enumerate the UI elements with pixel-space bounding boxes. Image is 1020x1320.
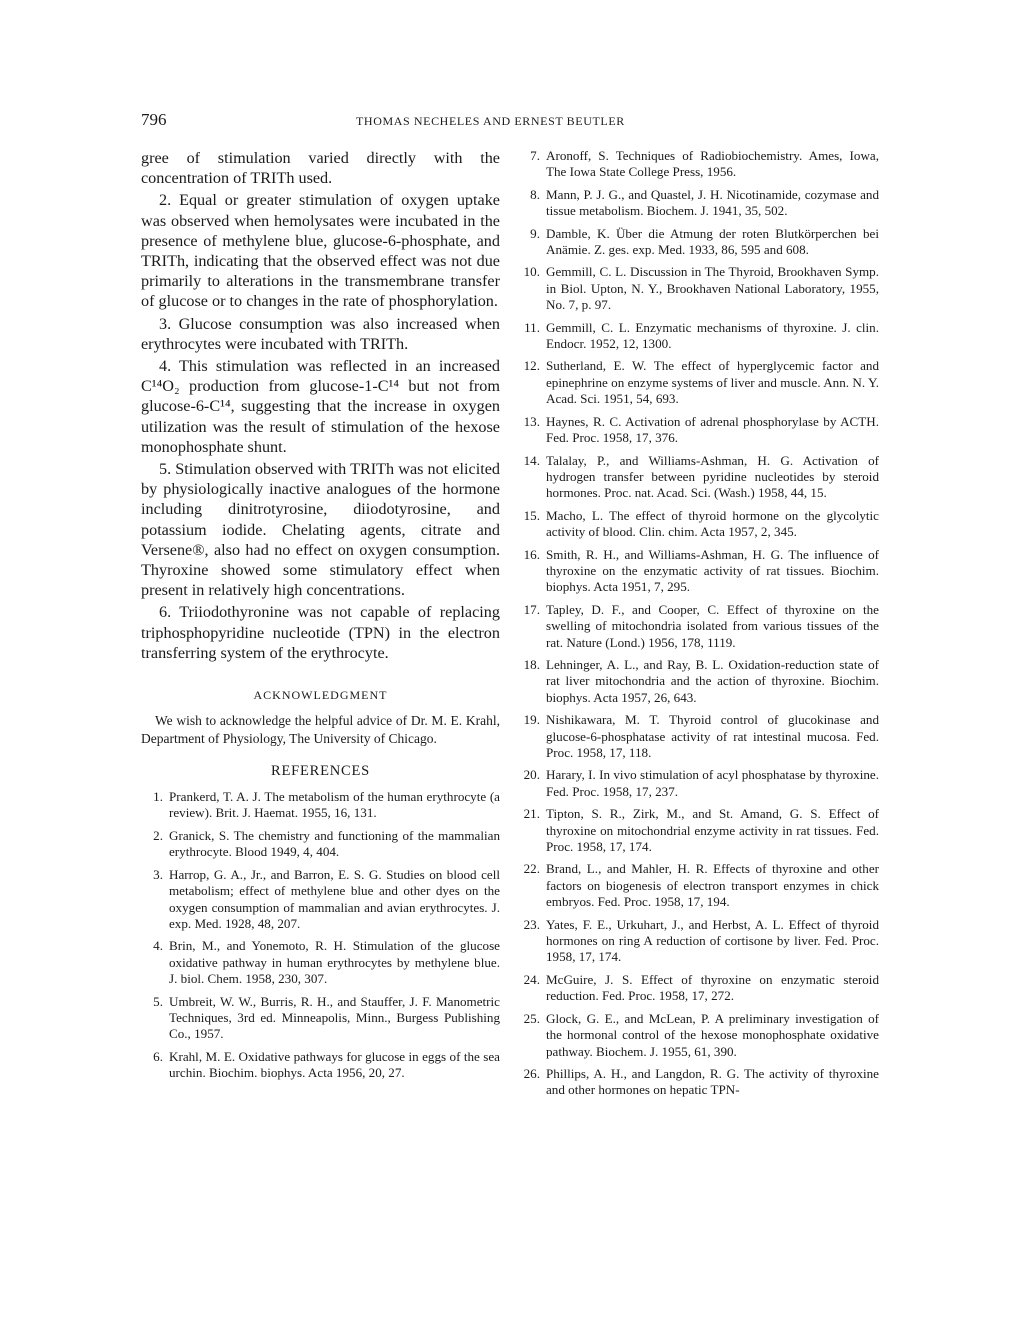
reference-text: Granick, S. The chemistry and functioning of the mammalian erythrocyte. Blood 1949, 4, 404. bbox=[169, 827, 500, 860]
reference-text: Umbreit, W. W., Burris, R. H., and Stauffer, J. F. Manometric Techniques, 3rd ed. Minneapolis, Minn., Burgess Publishing Co., 1957. bbox=[169, 993, 500, 1042]
reference-number: 8. bbox=[530, 186, 540, 202]
reference-item bbox=[141, 1049, 500, 1082]
reference-number: 6. bbox=[153, 1048, 163, 1064]
reference-item bbox=[520, 861, 879, 910]
reference-item bbox=[520, 602, 879, 651]
reference-item bbox=[520, 226, 879, 259]
reference-number: 14. bbox=[523, 452, 540, 468]
references-heading: REFERENCES bbox=[270, 763, 371, 780]
reference-item bbox=[520, 917, 879, 966]
page-number: 796 bbox=[141, 110, 167, 129]
reference-text: Harrop, G. A., Jr., and Barron, E. S. G. Studies on blood cell metabolism; effect of methylene blue and other dyes on the oxygen consumption of mammalian and avian erythrocytes. J. exp. Med. 1928, 48, 207. bbox=[169, 866, 500, 931]
reference-item bbox=[520, 453, 879, 502]
reference-list-right bbox=[520, 148, 879, 1099]
reference-number: 9. bbox=[530, 225, 540, 241]
reference-text: Haynes, R. C. Activation of adrenal phosphorylase by ACTH. Fed. Proc. 1958, 17, 376. bbox=[546, 413, 879, 446]
reference-text: Mann, P. J. G., and Quastel, J. H. Nicotinamide, cozymase and tissue metabolism. Biochem. J. 1941, 35, 502. bbox=[546, 186, 879, 219]
reference-number: 15. bbox=[523, 507, 540, 523]
reference-text: Macho, L. The effect of thyroid hormone on the glycolytic activity of blood. Clin. chim. Acta 1957, 2, 345. bbox=[546, 507, 879, 540]
body-paragraph: 6. Triiodothyronine was not capable of replacing triphosphopyridine nucleotide (TPN) in the electron transferring system of the erythrocyte. bbox=[141, 603, 500, 662]
reference-text: Gemmill, C. L. Discussion in The Thyroid, Brookhaven Symp. in Biol. Upton, N. Y., Brookhaven National Laboratory, 1955, No. 7, p. 97. bbox=[546, 264, 879, 313]
reference-number: 18. bbox=[523, 656, 540, 672]
reference-item bbox=[141, 867, 500, 933]
reference-text: Yates, F. E., Urkuhart, J., and Herbst, A. L. Effect of thyroid hormones on ring A reduction of cortisone by liver. Fed. Proc. 1958, 17, 174. bbox=[546, 916, 879, 965]
reference-item bbox=[520, 972, 879, 1005]
reference-text: Lehninger, A. L., and Ray, B. L. Oxidation-reduction state of rat liver mitochondria and the action of thyroxine. Biochim. biophys. Acta 1957, 26, 643. bbox=[546, 656, 879, 705]
reference-number: 25. bbox=[523, 1010, 540, 1026]
reference-item bbox=[520, 806, 879, 855]
reference-number: 11. bbox=[524, 319, 540, 335]
reference-item bbox=[520, 414, 879, 447]
reference-number: 10. bbox=[523, 264, 540, 280]
reference-number: 2. bbox=[153, 827, 163, 843]
reference-text: Tipton, S. R., Zirk, M., and St. Amand, G. S. Effect of thyroxine on mitochondrial enzyme activity in rat tissues. Fed. Proc. 1958, 17, 174. bbox=[546, 806, 879, 855]
left-column bbox=[141, 148, 500, 1088]
reference-text: Harary, I. In vivo stimulation of acyl phosphatase by thyroxine. Fed. Proc. 1958, 17, 237. bbox=[546, 767, 879, 799]
reference-text: Gemmill, C. L. Enzymatic mechanisms of thyroxine. J. clin. Endocr. 1952, 12, 1300. bbox=[546, 319, 879, 352]
reference-text: McGuire, J. S. Effect of thyroxine on enzymatic steroid reduction. Fed. Proc. 1958, 17, 272. bbox=[546, 971, 879, 1004]
reference-number: 22. bbox=[523, 861, 540, 877]
body-paragraph: 5. Stimulation observed with TRITh was not elicited by physiologically inactive analogues of the hormone including dinitrotyrosine, diiodotyrosine, and potassium iodide. Chelating agents, citrate and Versene®, also had no effect on oxygen consumption. Thyroxine showed some stimulatory effect when present in relatively high concentrations. bbox=[141, 460, 500, 600]
reference-list-left bbox=[141, 789, 500, 1082]
reference-item bbox=[520, 320, 879, 353]
body-paragraph: 4. This stimulation was reflected in an increased C¹⁴O₂ production from glucose-1-C¹⁴ but not from glucose-6-C¹⁴, suggesting that the increase in oxygen utilization was the result of stimulation of the hexose monophosphate shunt. bbox=[141, 357, 500, 456]
reference-item bbox=[141, 994, 500, 1043]
reference-number: 20. bbox=[523, 767, 540, 783]
reference-item bbox=[141, 789, 500, 822]
acknowledgment-heading: ACKNOWLEDGMENT bbox=[253, 688, 388, 703]
reference-item bbox=[520, 712, 879, 761]
body-paragraph: 2. Equal or greater stimulation of oxygen uptake was observed when hemolysates were incubated in the presence of methylene blue, glucose-6-phosphate, and TRITh, indicating that the observed effect was not due primarily to alterations in the transmembrane transfer of glucose or to changes in the rate of phosphorylation. bbox=[141, 191, 500, 311]
reference-text: Glock, G. E., and McLean, P. A preliminary investigation of the hormonal control of the hexose monophosphate oxidative pathway. Biochem. J. 1955, 61, 390. bbox=[546, 1010, 879, 1059]
reference-item bbox=[520, 264, 879, 313]
reference-number: 13. bbox=[523, 413, 540, 429]
reference-text: Talalay, P., and Williams-Ashman, H. G. Activation of hydrogen transfer between pyridine nucleotides by steroid hormones. Proc. nat. Acad. Sci. (Wash.) 1958, 44, 15. bbox=[546, 452, 879, 501]
reference-number: 26. bbox=[523, 1065, 540, 1081]
reference-number: 19. bbox=[523, 712, 540, 728]
reference-number: 5. bbox=[153, 993, 163, 1009]
reference-item bbox=[520, 508, 879, 541]
reference-number: 24. bbox=[523, 971, 540, 987]
reference-number: 12. bbox=[523, 358, 540, 374]
reference-number: 4. bbox=[153, 938, 163, 954]
reference-item bbox=[520, 657, 879, 706]
reference-text: Smith, R. H., and Williams-Ashman, H. G. The influence of thyroxine on the enzymatic activity of rat tissues. Biochim. biophys. Acta 1951, 7, 295. bbox=[546, 546, 879, 595]
reference-item bbox=[520, 1011, 879, 1060]
reference-number: 21. bbox=[523, 806, 540, 822]
reference-item bbox=[520, 148, 879, 181]
reference-text: Brin, M., and Yonemoto, R. H. Stimulation of the glucose oxidative pathway in human erythrocytes by methylene blue. J. biol. Chem. 1958, 230, 307. bbox=[169, 938, 500, 987]
reference-item bbox=[141, 938, 500, 987]
running-head: THOMAS NECHELES AND ERNEST BEUTLER bbox=[356, 114, 625, 128]
reference-number: 16. bbox=[523, 546, 540, 562]
reference-text: Krahl, M. E. Oxidative pathways for glucose in eggs of the sea urchin. Biochim. biophys. Acta 1956, 20, 27. bbox=[169, 1048, 500, 1081]
reference-item bbox=[141, 828, 500, 861]
reference-number: 7. bbox=[530, 148, 540, 163]
reference-item bbox=[520, 358, 879, 407]
body-paragraph: 3. Glucose consumption was also increased when erythrocytes were incubated with TRITh. bbox=[141, 314, 500, 353]
reference-text: Brand, L., and Mahler, H. R. Effects of thyroxine and other factors on biogenesis of electron transport enzymes in chick embryos. Fed. Proc. 1958, 17, 194. bbox=[546, 861, 879, 910]
reference-text: Nishikawara, M. T. Thyroid control of glucokinase and glucose-6-phosphatase activity of rat intestinal mucosa. Fed. Proc. 1958, 17, 118. bbox=[546, 712, 879, 760]
body-paragraph: gree of stimulation varied directly with the concentration of TRITh used. bbox=[141, 149, 500, 188]
reference-item bbox=[520, 767, 879, 800]
reference-number: 17. bbox=[523, 601, 540, 617]
reference-item bbox=[520, 547, 879, 596]
reference-text: Sutherland, E. W. The effect of hyperglycemic factor and epinephrine on enzyme systems of liver and muscle. Ann. N. Y. Acad. Sci. 1951, 54, 693. bbox=[546, 358, 879, 407]
right-column bbox=[520, 148, 879, 1105]
reference-item bbox=[520, 187, 879, 220]
reference-number: 1. bbox=[153, 789, 163, 805]
reference-text: Damble, K. Über die Atmung der roten Blutkörperchen bei Anämie. Z. ges. exp. Med. 1933, 86, 595 and 608. bbox=[546, 225, 879, 258]
acknowledgment-text: We wish to acknowledge the helpful advice of Dr. M. E. Krahl, Department of Physiology, The University of Chicago. bbox=[141, 713, 500, 746]
reference-text: Tapley, D. F., and Cooper, C. Effect of thyroxine on the swelling of mitochondria isolated from various tissues of the rat. Nature (Lond.) 1956, 178, 1119. bbox=[546, 601, 879, 650]
reference-text: Aronoff, S. Techniques of Radiobiochemistry. Ames, Iowa, The Iowa State College Press, 1956. bbox=[546, 148, 879, 180]
reference-item bbox=[520, 1066, 879, 1099]
reference-text: Phillips, A. H., and Langdon, R. G. The activity of thyroxine and other hormones on hepatic TPN- bbox=[546, 1065, 879, 1098]
reference-number: 23. bbox=[523, 916, 540, 932]
reference-text: Prankerd, T. A. J. The metabolism of the human erythrocyte (a review). Brit. J. Haemat. 1955, 16, 131. bbox=[169, 789, 500, 821]
reference-number: 3. bbox=[153, 866, 163, 882]
